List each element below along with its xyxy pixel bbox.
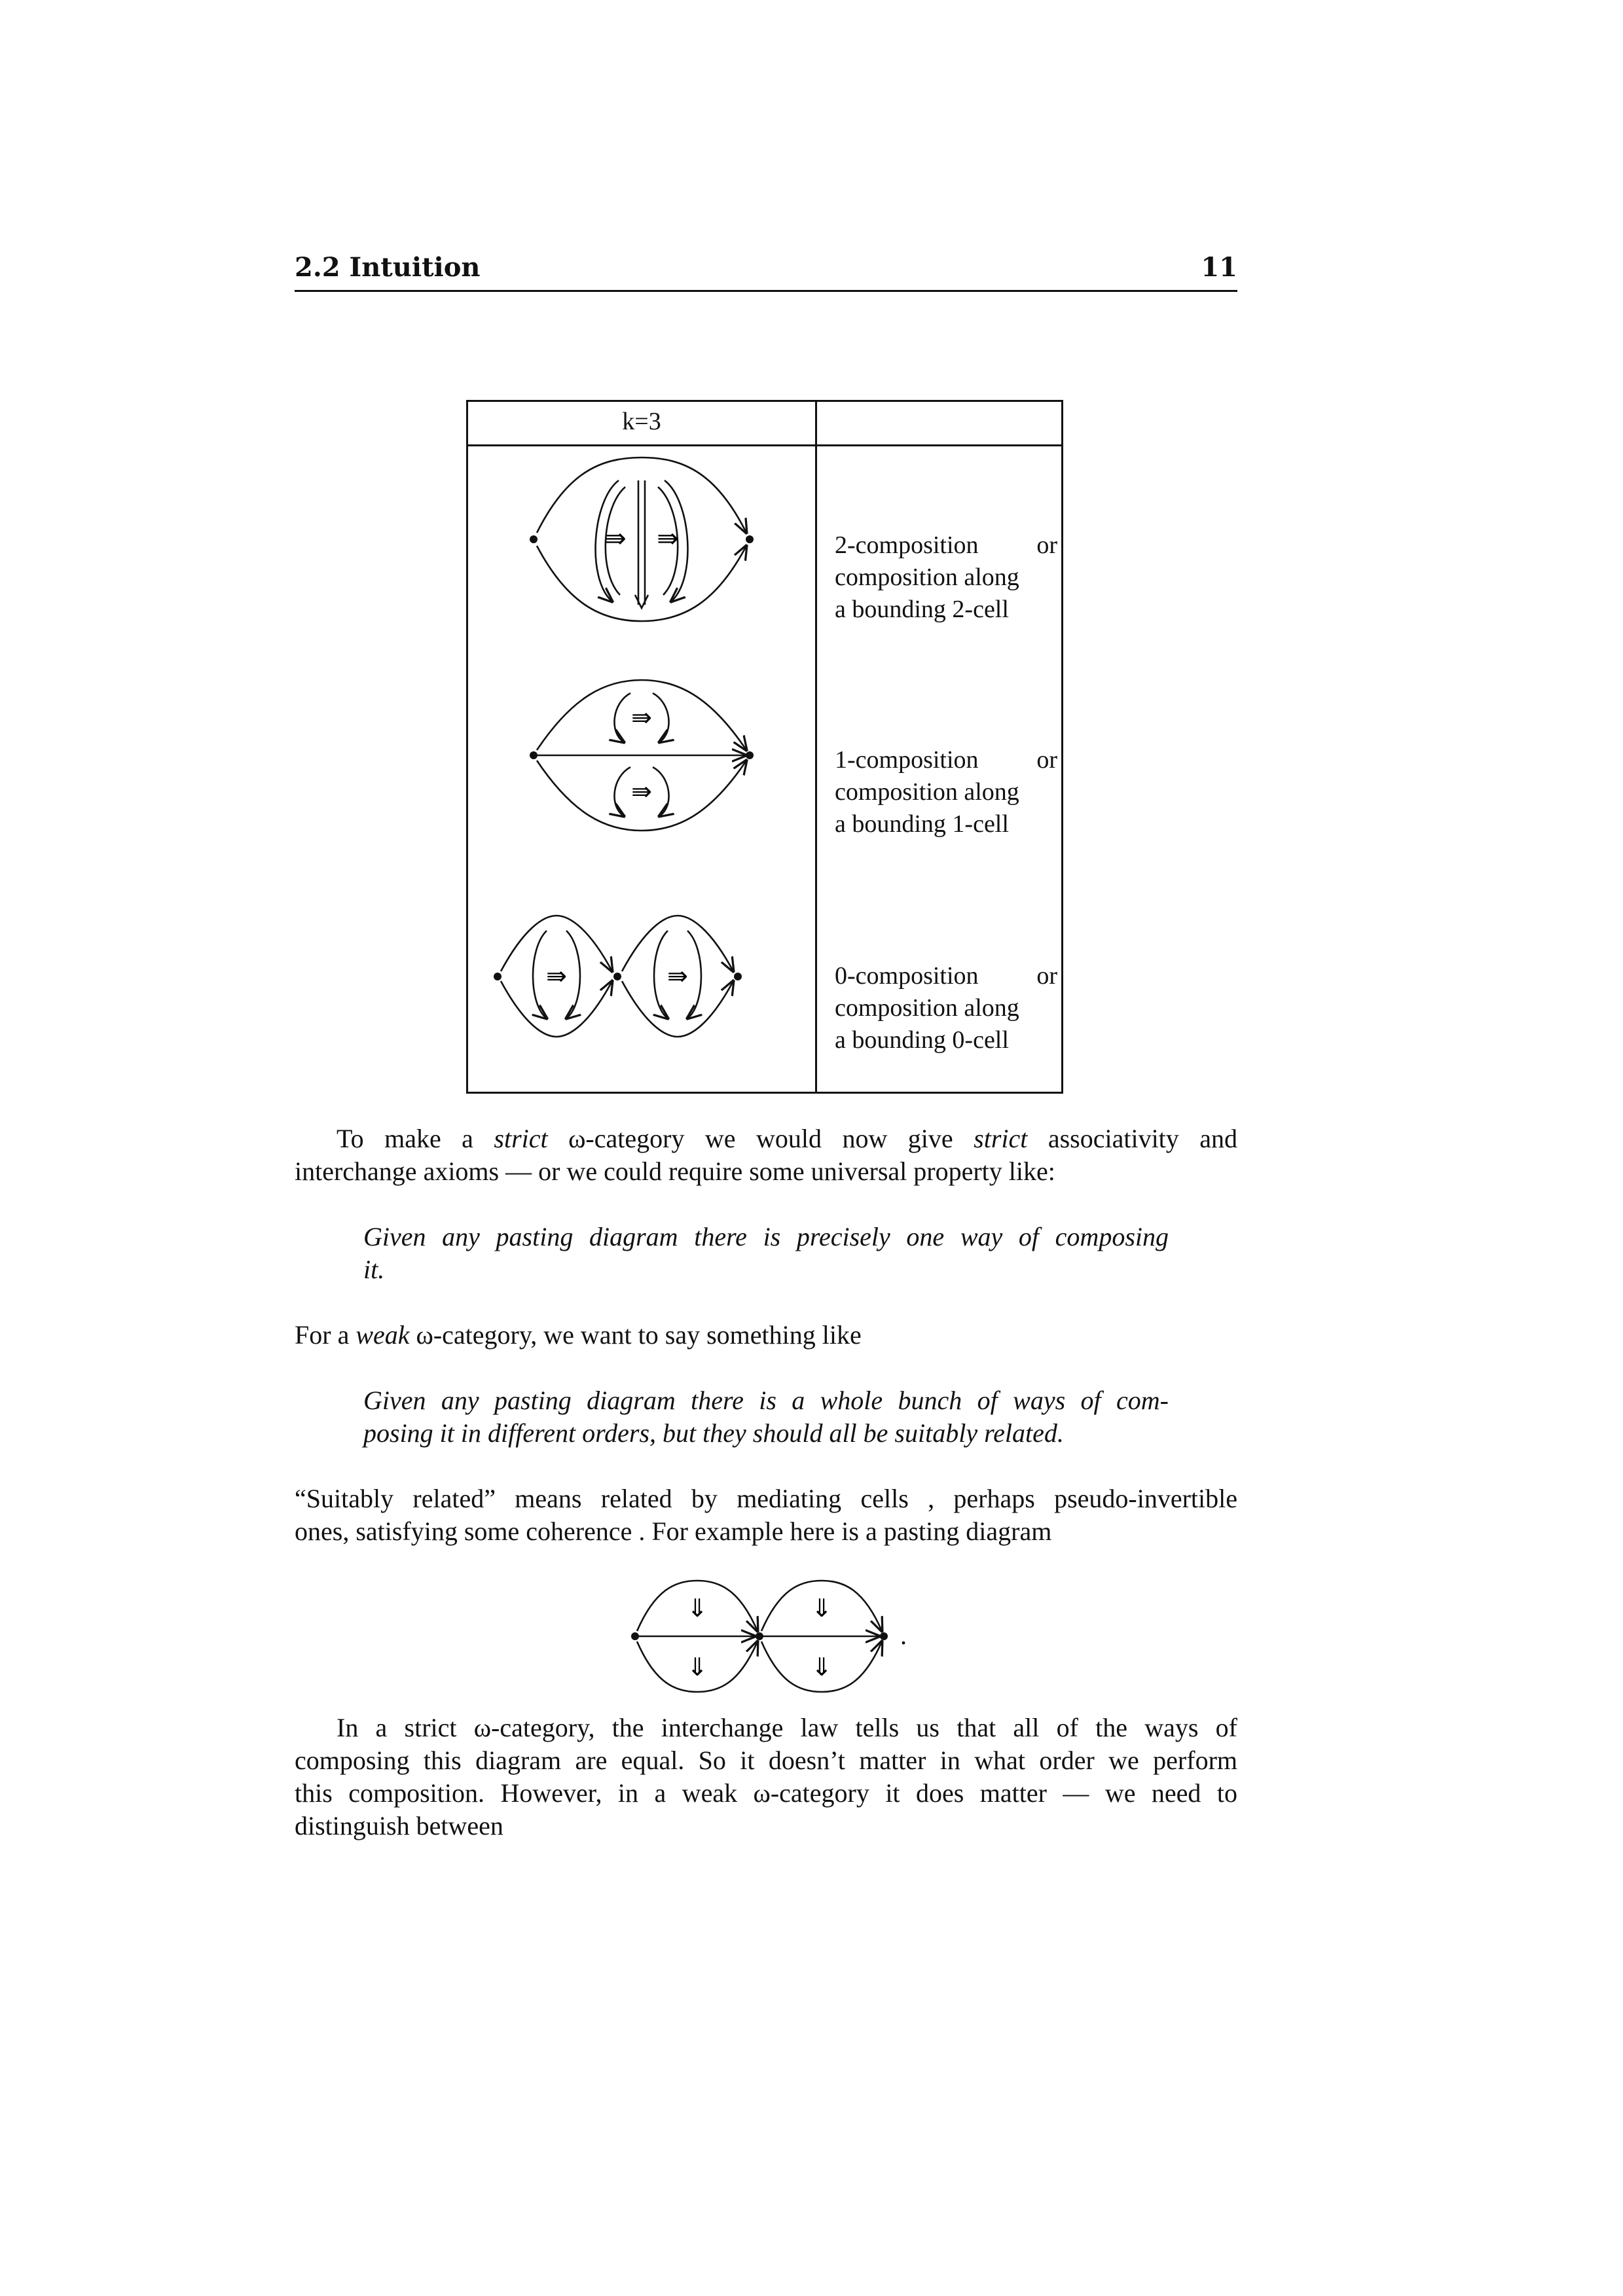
quotation [363,1384,1169,1450]
quote-line: Given any pasting diagram there is precisely one way of composing [363,1222,1169,1251]
page-number: 11 [1201,252,1237,283]
quote-line: it. [363,1255,385,1284]
quotation [363,1221,1169,1286]
desc-term: 0-composition [835,962,979,990]
composition-table [466,400,1063,1094]
paragraph [295,1319,1237,1352]
double-right-arrow-icon: ⇛ [667,961,688,990]
row-description [835,960,1057,1056]
running-header [295,252,1237,292]
desc-line: composition along [835,778,1019,806]
double-down-arrow-icon: ⇓ [811,1653,832,1681]
desc-term: 2-composition [835,531,979,559]
paragraph [295,1482,1237,1548]
emphasis: strict [494,1124,548,1153]
diagram-period: . [900,1621,907,1650]
diagram-0-composition [468,906,815,1050]
desc-line: composition along [835,994,1019,1022]
paragraph-line: interchange axioms — or we could require some universal property like: [295,1157,1055,1186]
diagram-1-composition [468,670,815,847]
diagram-2-composition [468,448,815,644]
quote-line: Given any pasting diagram there is a whole bunch of ways of com- [363,1386,1169,1415]
double-right-arrow-icon: ⇛ [657,524,679,554]
desc-line: a bounding 2-cell [835,596,1009,623]
section-title: 2.2 Intuition [295,252,481,283]
text-span: For a [295,1320,356,1350]
paragraph-line: composing this diagram are equal. So it doesn’t matter in what order we perform [295,1746,1237,1775]
desc-line: a bounding 0-cell [835,1026,1009,1054]
text-span: To make a [337,1124,494,1153]
desc-term: 1-composition [835,746,979,774]
double-down-arrow-icon: ⇓ [687,1594,708,1623]
text-span: associativity and [1027,1124,1238,1153]
double-right-arrow-icon: ⇛ [631,777,652,806]
double-down-arrow-icon: ⇓ [687,1653,708,1681]
desc-or: or [1036,962,1057,990]
text-span: ω-category, we want to say something like [409,1320,862,1350]
row-description [835,529,1057,626]
text-span: ω-category we would now give [547,1124,974,1153]
desc-line: a bounding 1-cell [835,810,1009,838]
paragraph-line: ones, satisfying some coherence . For example here is a pasting diagram [295,1516,1052,1546]
desc-or: or [1036,746,1057,774]
paragraph [295,1712,1237,1842]
table-header-k: k=3 [622,408,661,435]
paragraph-line: this composition. However, in a weak ω-category it does matter — we need to [295,1778,1237,1808]
table-column-divider [815,402,817,1092]
double-right-arrow-icon: ⇛ [546,961,567,990]
paragraph-line [295,1319,1237,1352]
double-right-arrow-icon: ⇛ [604,524,627,554]
row-description [835,744,1057,840]
paragraph [295,1122,1237,1188]
desc-line: composition along [835,564,1019,591]
double-down-arrow-icon: ⇓ [811,1594,832,1623]
paragraph-line: In a strict ω-category, the interchange law tells us that all of the ways of [337,1713,1237,1742]
emphasis: strict [974,1124,1028,1153]
paragraph-line [295,1122,1237,1155]
paragraph-line: distinguish between [295,1811,503,1840]
emphasis: weak [356,1320,410,1350]
table-header-rule [468,444,1061,446]
pasting-diagram [622,1571,917,1702]
desc-or: or [1036,531,1057,559]
quote-line: posing it in different orders, but they should all be suitably related. [363,1418,1064,1448]
paragraph-line: “Suitably related” means related by mediating cells , perhaps pseudo-invertible [295,1484,1237,1513]
double-right-arrow-icon: ⇛ [631,703,652,732]
